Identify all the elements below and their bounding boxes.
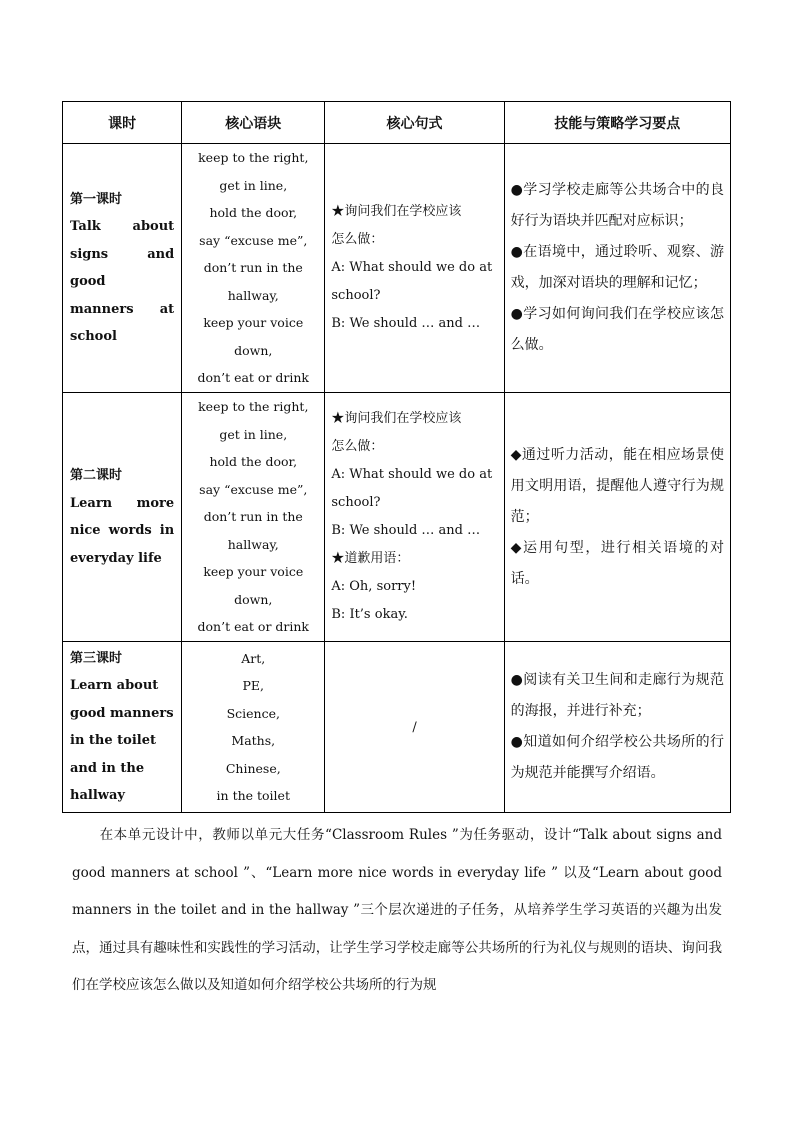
lesson-line: signs and good bbox=[70, 246, 175, 289]
header-cell: 核心语块 bbox=[182, 102, 325, 144]
chunk-line: Maths, bbox=[231, 733, 276, 748]
chunk-line: hold the door, bbox=[209, 205, 298, 221]
sentence-line: ★询问我们在学校应该 bbox=[331, 204, 462, 219]
sentences-cell bbox=[325, 642, 504, 813]
sentence-line: A: What should we do at bbox=[331, 467, 493, 482]
lesson-line: nice words in bbox=[70, 523, 175, 538]
sentence-line: B: We should … and … bbox=[331, 523, 481, 538]
lesson-line: hallway bbox=[70, 788, 125, 803]
lesson-line: school bbox=[70, 329, 117, 344]
chunks-cell bbox=[182, 144, 325, 393]
paragraph-text: 在本单元设计中，教师以单元大任务“Classroom Rules ”为任务驱动，设计“Talk about signs and good manners at school ”、“Learn more nice words in everyday life ” 以及“Learn about good manners in the toilet and in the hallway ”三个层次递进的子任务，从培养学生学习英语的兴趣为出发点，通过具有趣味性和实践性的学习活动，让学生学习学校走廊等公共场所的行为礼仪与规则的语块、询问我们在学校应该怎么做以及知道如何介绍学校公共场所的行为规 bbox=[72, 827, 722, 993]
sentence-line: B: It’s okay. bbox=[331, 607, 408, 622]
lesson-cell bbox=[63, 642, 182, 813]
table-row bbox=[63, 642, 731, 813]
sentence-line: B: We should … and … bbox=[331, 316, 481, 331]
lesson-title: 第三课时 bbox=[70, 650, 123, 666]
sentence-line: ★询问我们在学校应该 bbox=[331, 411, 462, 426]
skill-item: ●知道如何介绍学校公共场所的行为规范并能撰写介绍语。 bbox=[510, 734, 724, 781]
lesson-plan-table bbox=[62, 101, 731, 813]
sentence-line: A: What should we do at bbox=[331, 260, 493, 275]
chunk-line: don’t run in the bbox=[203, 509, 303, 525]
chunk-line: hold the door, bbox=[209, 454, 298, 470]
lesson-line: Learn more bbox=[70, 495, 175, 511]
header-cell: 课时 bbox=[63, 102, 182, 144]
sentences-cell bbox=[325, 144, 504, 393]
chunk-line: say “excuse me”, bbox=[199, 481, 308, 497]
lesson-cell bbox=[63, 393, 182, 642]
chunk-line: hallway, bbox=[227, 287, 279, 303]
chunk-line: don’t run in the bbox=[203, 260, 303, 276]
skill-item: ●在语境中，通过聆听、观察、游戏，加深对语块的理解和记忆； bbox=[510, 244, 724, 291]
sentence-line: A: Oh, sorry! bbox=[331, 579, 417, 594]
table-row bbox=[63, 393, 731, 642]
chunk-line: don’t eat or drink bbox=[197, 619, 309, 635]
lesson-line: Learn about bbox=[70, 678, 159, 693]
sentence-line: 怎么做： bbox=[331, 439, 384, 454]
chunk-line: in the toilet bbox=[216, 788, 290, 803]
chunks-cell bbox=[182, 393, 325, 642]
lesson-line: Talk about bbox=[70, 219, 175, 234]
chunk-line: Chinese, bbox=[225, 760, 281, 776]
chunk-line: get in line, bbox=[219, 426, 288, 442]
table-row bbox=[63, 144, 731, 393]
sentence-line: 怎么做： bbox=[331, 232, 384, 247]
skill-item: ●阅读有关卫生间和走廊行为规范的海报，并进行补充； bbox=[510, 672, 724, 719]
sentences-cell bbox=[325, 393, 504, 642]
lesson-title: 第二课时 bbox=[70, 468, 123, 483]
chunk-line: PE, bbox=[242, 678, 265, 693]
chunk-line: don’t eat or drink bbox=[197, 370, 309, 386]
lesson-title: 第一课时 bbox=[70, 191, 123, 207]
chunk-line: Science, bbox=[226, 705, 280, 721]
chunk-line: keep to the right, bbox=[198, 150, 309, 166]
header-cell: 核心句式 bbox=[325, 102, 504, 144]
lesson-line: everyday life bbox=[70, 550, 162, 566]
lesson-cell bbox=[63, 144, 182, 393]
skill-item: ◆通过听力活动，能在相应场景使用文明用语，提醒他人遵守行为规范； bbox=[510, 446, 724, 525]
skill-item: ●学习学校走廊等公共场合中的良好行为语块并匹配对应标识； bbox=[510, 182, 724, 229]
chunk-line: keep to the right, bbox=[198, 399, 309, 415]
chunk-line: hallway, bbox=[227, 536, 279, 552]
body-paragraph bbox=[72, 817, 722, 1005]
lesson-line: good manners bbox=[70, 705, 174, 721]
header-cell: 技能与策略学习要点 bbox=[504, 102, 730, 144]
lesson-line: and in the bbox=[70, 760, 145, 776]
chunks-cell bbox=[182, 642, 325, 813]
sentence-line: ★道歉用语： bbox=[331, 551, 410, 566]
chunk-line: Art, bbox=[241, 650, 266, 666]
chunk-line: keep your voice bbox=[203, 315, 304, 331]
empty-marker: / bbox=[412, 719, 417, 735]
chunk-line: down, bbox=[234, 591, 273, 607]
lesson-line: in the toilet bbox=[70, 733, 156, 748]
skills-cell bbox=[504, 393, 730, 642]
table-header-row bbox=[63, 102, 731, 144]
sentence-line: school? bbox=[331, 288, 381, 303]
skill-item: ●学习如何询问我们在学校应该怎么做。 bbox=[510, 306, 724, 353]
lesson-line: manners at bbox=[70, 301, 175, 317]
chunk-line: keep your voice bbox=[203, 564, 304, 580]
chunk-line: say “excuse me”, bbox=[199, 232, 308, 248]
sentence-line: school? bbox=[331, 495, 381, 510]
skill-item: ◆运用句型，进行相关语境的对话。 bbox=[510, 539, 724, 587]
skills-cell bbox=[504, 642, 730, 813]
chunk-line: down, bbox=[234, 342, 273, 358]
chunk-line: get in line, bbox=[219, 177, 288, 193]
skills-cell bbox=[504, 144, 730, 393]
